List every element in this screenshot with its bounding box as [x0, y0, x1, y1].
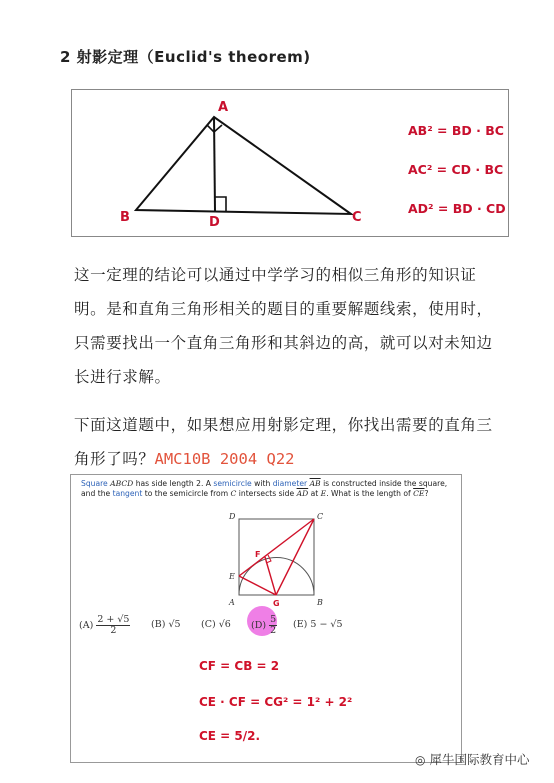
paragraph-explanation: 这一定理的结论可以通过中学学习的相似三角形的知识证明。是和直角三角形相关的题目的重要解题线索，使用时，只需要找出一个直角三角形和其斜边的高，就可以对未知边长进行求解。: [74, 266, 493, 386]
question-text: 下面这道题中，如果想应用射影定理，你找出需要的直角三角形了吗？: [74, 416, 493, 468]
line-cg: [276, 519, 314, 595]
tangent-ce: [239, 519, 314, 576]
watermark: ◎ 犀牛国际教育中心: [415, 752, 530, 767]
label-d: D: [209, 215, 220, 230]
choice-a[interactable]: (A) $\frac{2 + √5}{2}$: [79, 614, 130, 636]
formula-1: AB² = BD · BC: [408, 123, 504, 138]
handwritten-step-1: CF = CB = 2: [199, 659, 280, 673]
problem-image: [70, 474, 462, 763]
line-eg: [239, 576, 276, 595]
choice-e[interactable]: (E) 5 − √5: [293, 619, 343, 630]
right-angle-mark-d: [215, 197, 226, 211]
label-f: F: [255, 550, 261, 559]
label-b2: B: [317, 598, 323, 607]
triangle-diagram: [72, 90, 508, 236]
triangle-abc: [136, 117, 351, 214]
label-d2: D: [229, 512, 236, 521]
label-b: B: [120, 210, 130, 225]
choice-b[interactable]: (B) √5: [151, 619, 181, 630]
choice-c[interactable]: (C) √6: [201, 619, 231, 630]
label-c2: C: [317, 512, 324, 521]
figure-euclid-theorem: [71, 89, 509, 237]
label-c: C: [352, 210, 362, 225]
handwritten-step-3: CE = 5/2.: [199, 729, 261, 743]
section-title: 2 射影定理（Euclid's theorem): [60, 48, 311, 66]
label-a2: A: [229, 598, 235, 607]
problem-reference: AMC10B 2004 Q22: [154, 450, 295, 468]
problem-statement: Square ABCD has side length 2. A semicircle with diameter $\overline{AB}$ is constructed inside the square, and the tangent to the semicircle from C intersects side $\overline{AD}$ at E. What is the length of $\overline{CE}$?: [81, 479, 448, 498]
semicircle-arc: [239, 558, 314, 596]
formula-3: AD² = BD · CD: [408, 201, 506, 216]
wechat-icon: ◎: [415, 753, 426, 767]
label-e2: E: [229, 572, 235, 581]
handwritten-step-2: CE · CF = CG² = 1² + 2²: [199, 695, 353, 709]
paragraph-question: [74, 408, 504, 476]
square-diagram: [221, 509, 331, 609]
label-g: G: [273, 599, 280, 608]
choice-d[interactable]: (D) $\frac{5}{2}$: [251, 614, 277, 636]
label-a: A: [218, 100, 229, 115]
formula-2: AC² = CD · BC: [408, 162, 504, 177]
